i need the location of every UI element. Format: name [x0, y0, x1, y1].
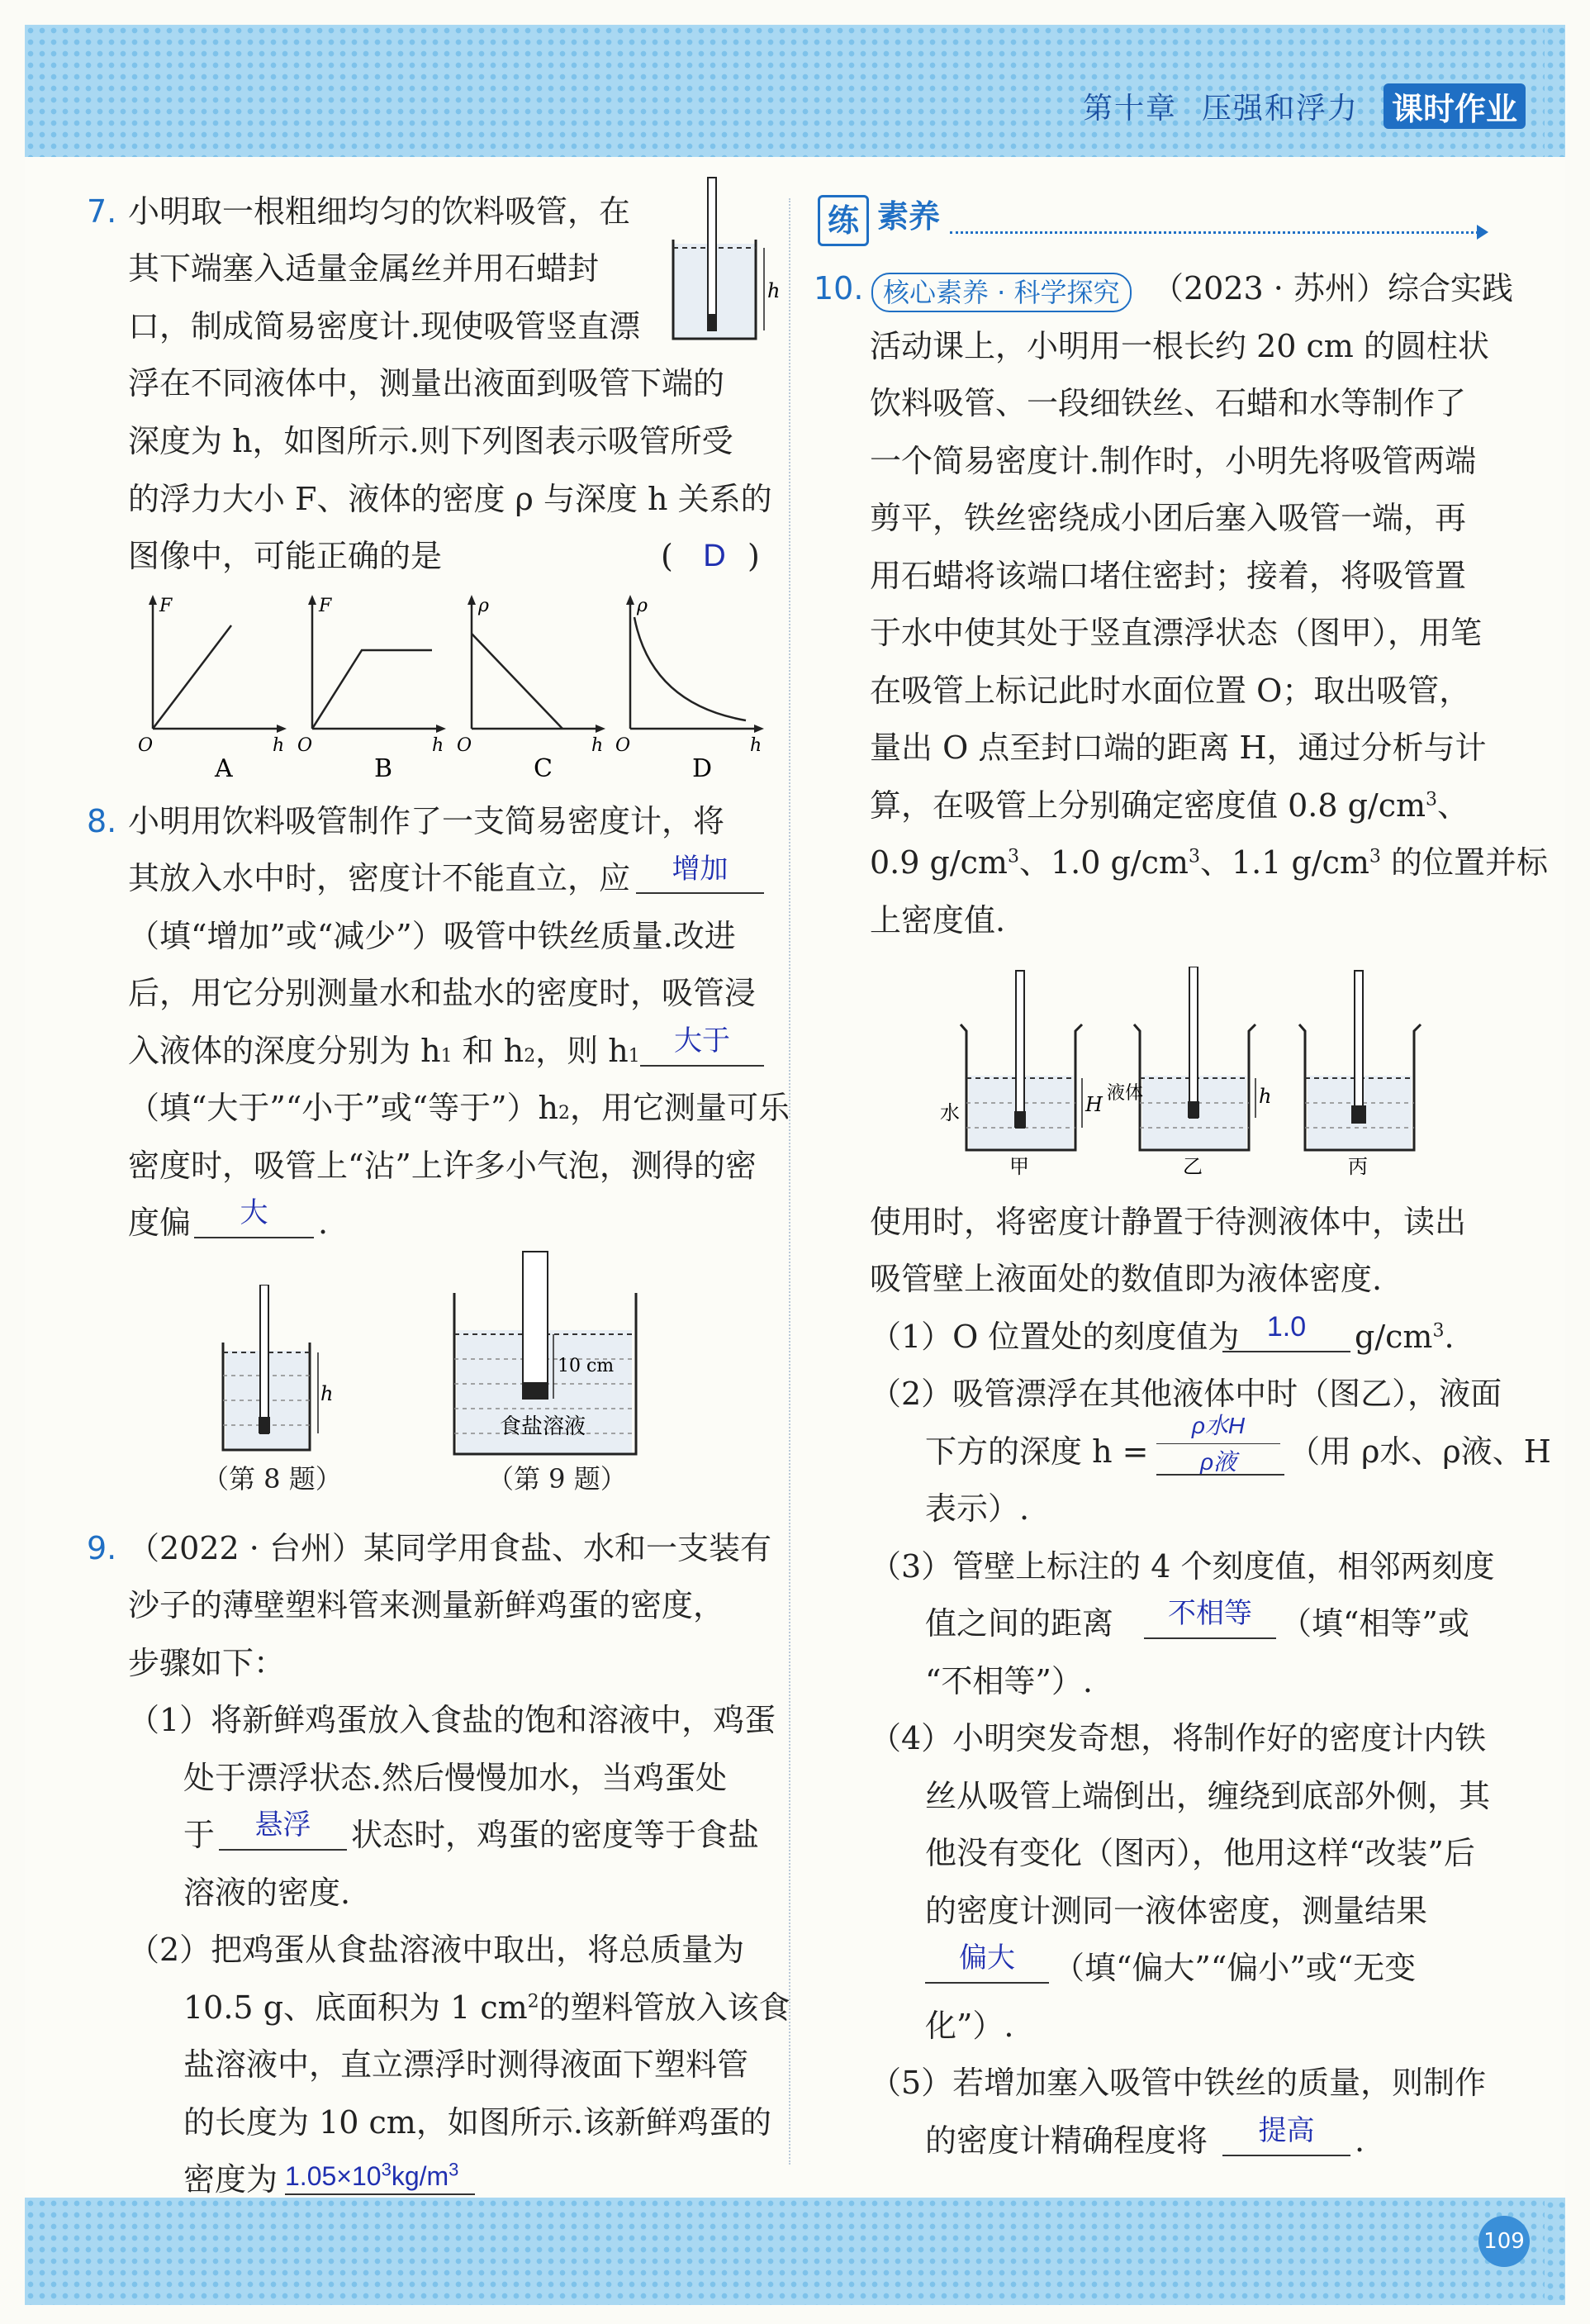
q10-p1: （1）O 位置处的刻度值为: [870, 1319, 1240, 1355]
graph-a-label: A: [215, 754, 233, 783]
fig9-liquid: 食盐溶液: [500, 1414, 586, 1439]
q10-answer-3: 不相等: [1168, 1598, 1252, 1629]
q8-line-3: （填“增加”或“减少”）吸管中铁丝质量.改进: [128, 918, 736, 954]
graph-c: [457, 595, 605, 783]
q7-line-3: 口，制成简易密度计.现使吸管竖直漂: [128, 308, 641, 345]
q7-line-1: 小明取一根粗细均匀的饮料吸管，在: [128, 193, 631, 230]
q7-line-5: 深度为 h，如图所示.则下列图表示吸管所受: [128, 423, 733, 459]
q8-answer-2: 大于: [674, 1025, 730, 1057]
fig-bing-label: 丙: [1348, 1155, 1368, 1178]
q9-p1-line-3b: 状态时，鸡蛋的密度等于食盐: [351, 1817, 760, 1853]
q9-p2-line-3: 盐溶液中，直立漂浮时测得液面下塑料管: [183, 2046, 749, 2083]
graph-a: [138, 595, 287, 783]
graph-d-label: D: [692, 754, 713, 783]
graph-b: [297, 595, 446, 783]
q9-number: 9.: [87, 1530, 117, 1566]
q8-line-1: 小明用饮料吸管制作了一支简易密度计，将: [128, 803, 725, 839]
q7-line-6: 的浮力大小 F、液体的密度 ρ 与深度 h 关系的: [128, 481, 772, 517]
q8-line-5: 入液体的深度分别为 h1 和 h2，则 h1: [128, 1033, 640, 1069]
q10-line-9: 量出 O 点至封口端的距离 H，通过分析与计: [870, 730, 1487, 766]
graph-a-O: O: [138, 735, 154, 756]
q10-figures: [933, 967, 1429, 1181]
q10-p4-line-6: 化”）.: [925, 2008, 1014, 2044]
q7-paren-close: ): [748, 538, 760, 574]
q10-blank-2: [1156, 1474, 1284, 1476]
q10-p1-unit: $g/cm^3$.: [1355, 1319, 1455, 1355]
q7-figure: [665, 173, 781, 347]
topic-label: 压强和浮力: [1201, 91, 1359, 126]
fig-yi-label: 乙: [1183, 1155, 1203, 1178]
q7-paren-open: (: [661, 538, 673, 574]
q8-answer-1: 增加: [672, 853, 729, 885]
graph-b-h: h: [432, 735, 444, 756]
page-header: [1083, 83, 1526, 129]
q10-line-12: 上密度值.: [870, 902, 1006, 939]
graph-d: [615, 595, 764, 783]
q10-p2-line-3: 表示）.: [925, 1490, 1030, 1527]
page-number: 109: [1478, 2216, 1530, 2267]
q10-p2-line-2b: （用 ρ水、ρ液、H: [1289, 1433, 1551, 1470]
q9-p2-line-5: 密度为: [183, 2161, 278, 2198]
fig-yi: [1107, 967, 1271, 1178]
graph-d-O: O: [615, 735, 631, 756]
q10-p4-line-1: （4）小明突发奇想，将制作好的密度计内铁: [870, 1720, 1487, 1756]
q9-p1-line-4: 溶液的密度.: [183, 1875, 351, 1911]
q7-graphs: [136, 588, 781, 787]
fig-yi-liquid: 液体: [1107, 1083, 1144, 1104]
q10-line-10: 算，在吸管上分别确定密度值 0.8 $g/cm^3$、: [870, 787, 1469, 824]
q10-fraction-bar: [1156, 1443, 1280, 1444]
q10-p3-line-3: “不相等”）.: [925, 1663, 1093, 1699]
graph-c-rho: ρ: [478, 596, 489, 616]
q8-line-7: 密度时，吸管上“沾”上许多小气泡，测得的密: [128, 1148, 757, 1184]
fig-yi-h: h: [1259, 1085, 1272, 1108]
q9-p1-line-2: 处于漂浮状态.然后慢慢加水，当鸡蛋处: [183, 1760, 728, 1796]
q10-p4-line-5: （填“偏大”“偏小”或“无变: [1053, 1950, 1417, 1986]
graph-c-O: O: [457, 735, 472, 756]
graph-b-O: O: [297, 735, 313, 756]
fig9-length: 10 cm: [558, 1356, 615, 1376]
q10-p4-line-3: 他没有变化（图丙），他用这样“改装”后: [925, 1835, 1475, 1871]
q10-p5-line-2b: .: [1355, 2122, 1365, 2159]
q9-line-3: 步骤如下：: [128, 1645, 286, 1681]
q7-number: 7.: [87, 193, 117, 230]
graph-d-h: h: [750, 735, 762, 756]
q8-line-8b: .: [318, 1205, 329, 1241]
graph-c-label: C: [534, 754, 553, 783]
chapter-label: 第十章: [1082, 91, 1177, 126]
fig9-caption: （第 9 题）: [487, 1463, 627, 1495]
q10-line-11: 0.9 $g/cm^3$、1.0 $g/cm^3$、1.1 $g/cm^3$ 的位置并标: [870, 844, 1548, 881]
q8-line-2: 其放入水中时，密度计不能直立，应: [128, 860, 631, 896]
fig-jia: [940, 971, 1104, 1178]
column-divider: [789, 198, 790, 2165]
graph-b-label: B: [374, 754, 393, 783]
fig-jia-water: 水: [940, 1101, 960, 1124]
q10-p4-line-2: 丝从吸管上端倒出，缠绕到底部外侧，其: [925, 1778, 1491, 1814]
q9-p2-line-4: 的长度为 10 cm，如图所示.该新鲜鸡蛋的: [183, 2104, 771, 2141]
q10-badge: 核心素养 · 科学探究: [871, 263, 1132, 321]
q9-line-1: （2022 · 台州）某同学用食盐、水和一支装有: [128, 1530, 771, 1566]
q8-number: 8.: [87, 803, 117, 839]
q7-line-4: 浮在不同液体中，测量出液面到吸管下端的: [128, 365, 725, 402]
graph-c-h: h: [591, 735, 604, 756]
q9-answer-1: 悬浮: [254, 1809, 311, 1841]
q10-p5-line-2a: 的密度计精确程度将: [925, 2122, 1208, 2159]
q10-line-3: 饮料吸管、一段细铁丝、石蜡和水等制作了: [870, 385, 1467, 421]
q8-line-6: （填“大于”“小于”或“等于”）h2，用它测量可乐: [128, 1090, 790, 1126]
fig-jia-H: H: [1085, 1093, 1103, 1116]
q10-line-2: 活动课上，小明用一根长约 20 cm 的圆柱状: [870, 328, 1489, 364]
q7-answer: D: [703, 539, 726, 573]
q10-answer-5: 提高: [1258, 2115, 1315, 2146]
q10-p3-line-1: （3）管壁上标注的 4 个刻度值，相邻两刻度: [870, 1548, 1495, 1585]
q9-answer-2: $1.05\times 10^3kg/m^3$: [285, 2159, 459, 2191]
q10-use-2: 吸管壁上液面处的数值即为液体密度.: [870, 1261, 1383, 1297]
graph-d-rho: ρ: [637, 596, 648, 616]
q10-line-6: 用石蜡将该端口堵住密封；接着，将吸管置: [870, 558, 1467, 594]
graph-a-h: h: [273, 735, 285, 756]
q9-p1-line-1: （1）将新鲜鸡蛋放入食盐的饱和溶液中，鸡蛋: [128, 1702, 776, 1738]
q10-line-1: （2023 · 苏州）综合实践: [1152, 270, 1513, 307]
q7-line-7: 图像中，可能正确的是: [128, 538, 443, 574]
q10-p5-line-1: （5）若增加塞入吸管中铁丝的质量，则制作: [870, 2065, 1487, 2101]
q10-line-7: 于水中使其处于竖直漂浮状态（图甲），用笔: [870, 615, 1483, 651]
section-arrow-head: [1477, 225, 1488, 240]
q10-p3-line-2a: 值之间的距离: [925, 1605, 1114, 1642]
q7-line-2: 其下端塞入适量金属丝并用石蜡封: [128, 250, 600, 287]
q10-number: 10.: [814, 270, 864, 307]
brand-logo: 课时作业: [1384, 83, 1526, 129]
section-title: 素养: [877, 198, 941, 235]
fig8: [211, 1285, 335, 1462]
q10-line-5: 剪平，铁丝密绕成小团后塞入吸管一端，再: [870, 500, 1467, 536]
q10-line-8: 在吸管上标记此时水面位置 O；取出吸管，: [870, 672, 1471, 709]
graph-a-F: F: [159, 596, 173, 616]
q10-use-1: 使用时，将密度计静置于待测液体中，读出: [870, 1204, 1467, 1240]
fig8-h: h: [320, 1382, 334, 1405]
q9-line-2: 沙子的薄壁塑料管来测量新鲜鸡蛋的密度，: [128, 1587, 725, 1623]
q8-line-4: 后，用它分别测量水和盐水的密度时，吸管浸: [128, 975, 757, 1011]
q10-p4-line-4: 的密度计测同一液体密度，测量结果: [925, 1893, 1428, 1929]
q10-p2-line-1: （2）吸管漂浮在其他液体中时（图乙），液面: [870, 1376, 1502, 1412]
fig8-caption: （第 8 题）: [202, 1463, 342, 1495]
q10-answer-1: 1.0: [1266, 1311, 1307, 1343]
q10-line-4: 一个简易密度计.制作时，小明先将吸管两端: [870, 443, 1477, 479]
fig9: [450, 1248, 640, 1458]
q9-p2-line-2: 10.5 g、底面积为 1 $cm^2$的塑料管放入该食: [183, 1989, 790, 2026]
q8-line-8a: 度偏: [128, 1205, 192, 1241]
section-icon: 练: [818, 195, 869, 246]
q10-answer-2-denominator: ρ液: [1199, 1449, 1237, 1475]
q8-answer-3: 大: [240, 1197, 268, 1229]
fig-jia-label: 甲: [1009, 1155, 1029, 1178]
q10-answer-2-numerator: ρ水H: [1191, 1413, 1246, 1438]
q7-fig-h: h: [767, 279, 781, 302]
q10-p3-line-2b: （填“相等”或: [1280, 1605, 1469, 1642]
bottom-border: [25, 2198, 1565, 2305]
section-arrow: [950, 231, 1478, 234]
graph-b-F: F: [319, 596, 332, 616]
q9-p1-line-3a: 于: [183, 1817, 216, 1853]
fig-bing: [1299, 971, 1421, 1178]
q10-p2-line-2a: 下方的深度 h =: [925, 1433, 1149, 1470]
q9-p2-line-1: （2）把鸡蛋从食盐溶液中取出，将总质量为: [128, 1932, 745, 1968]
q10-answer-4: 偏大: [959, 1942, 1015, 1974]
